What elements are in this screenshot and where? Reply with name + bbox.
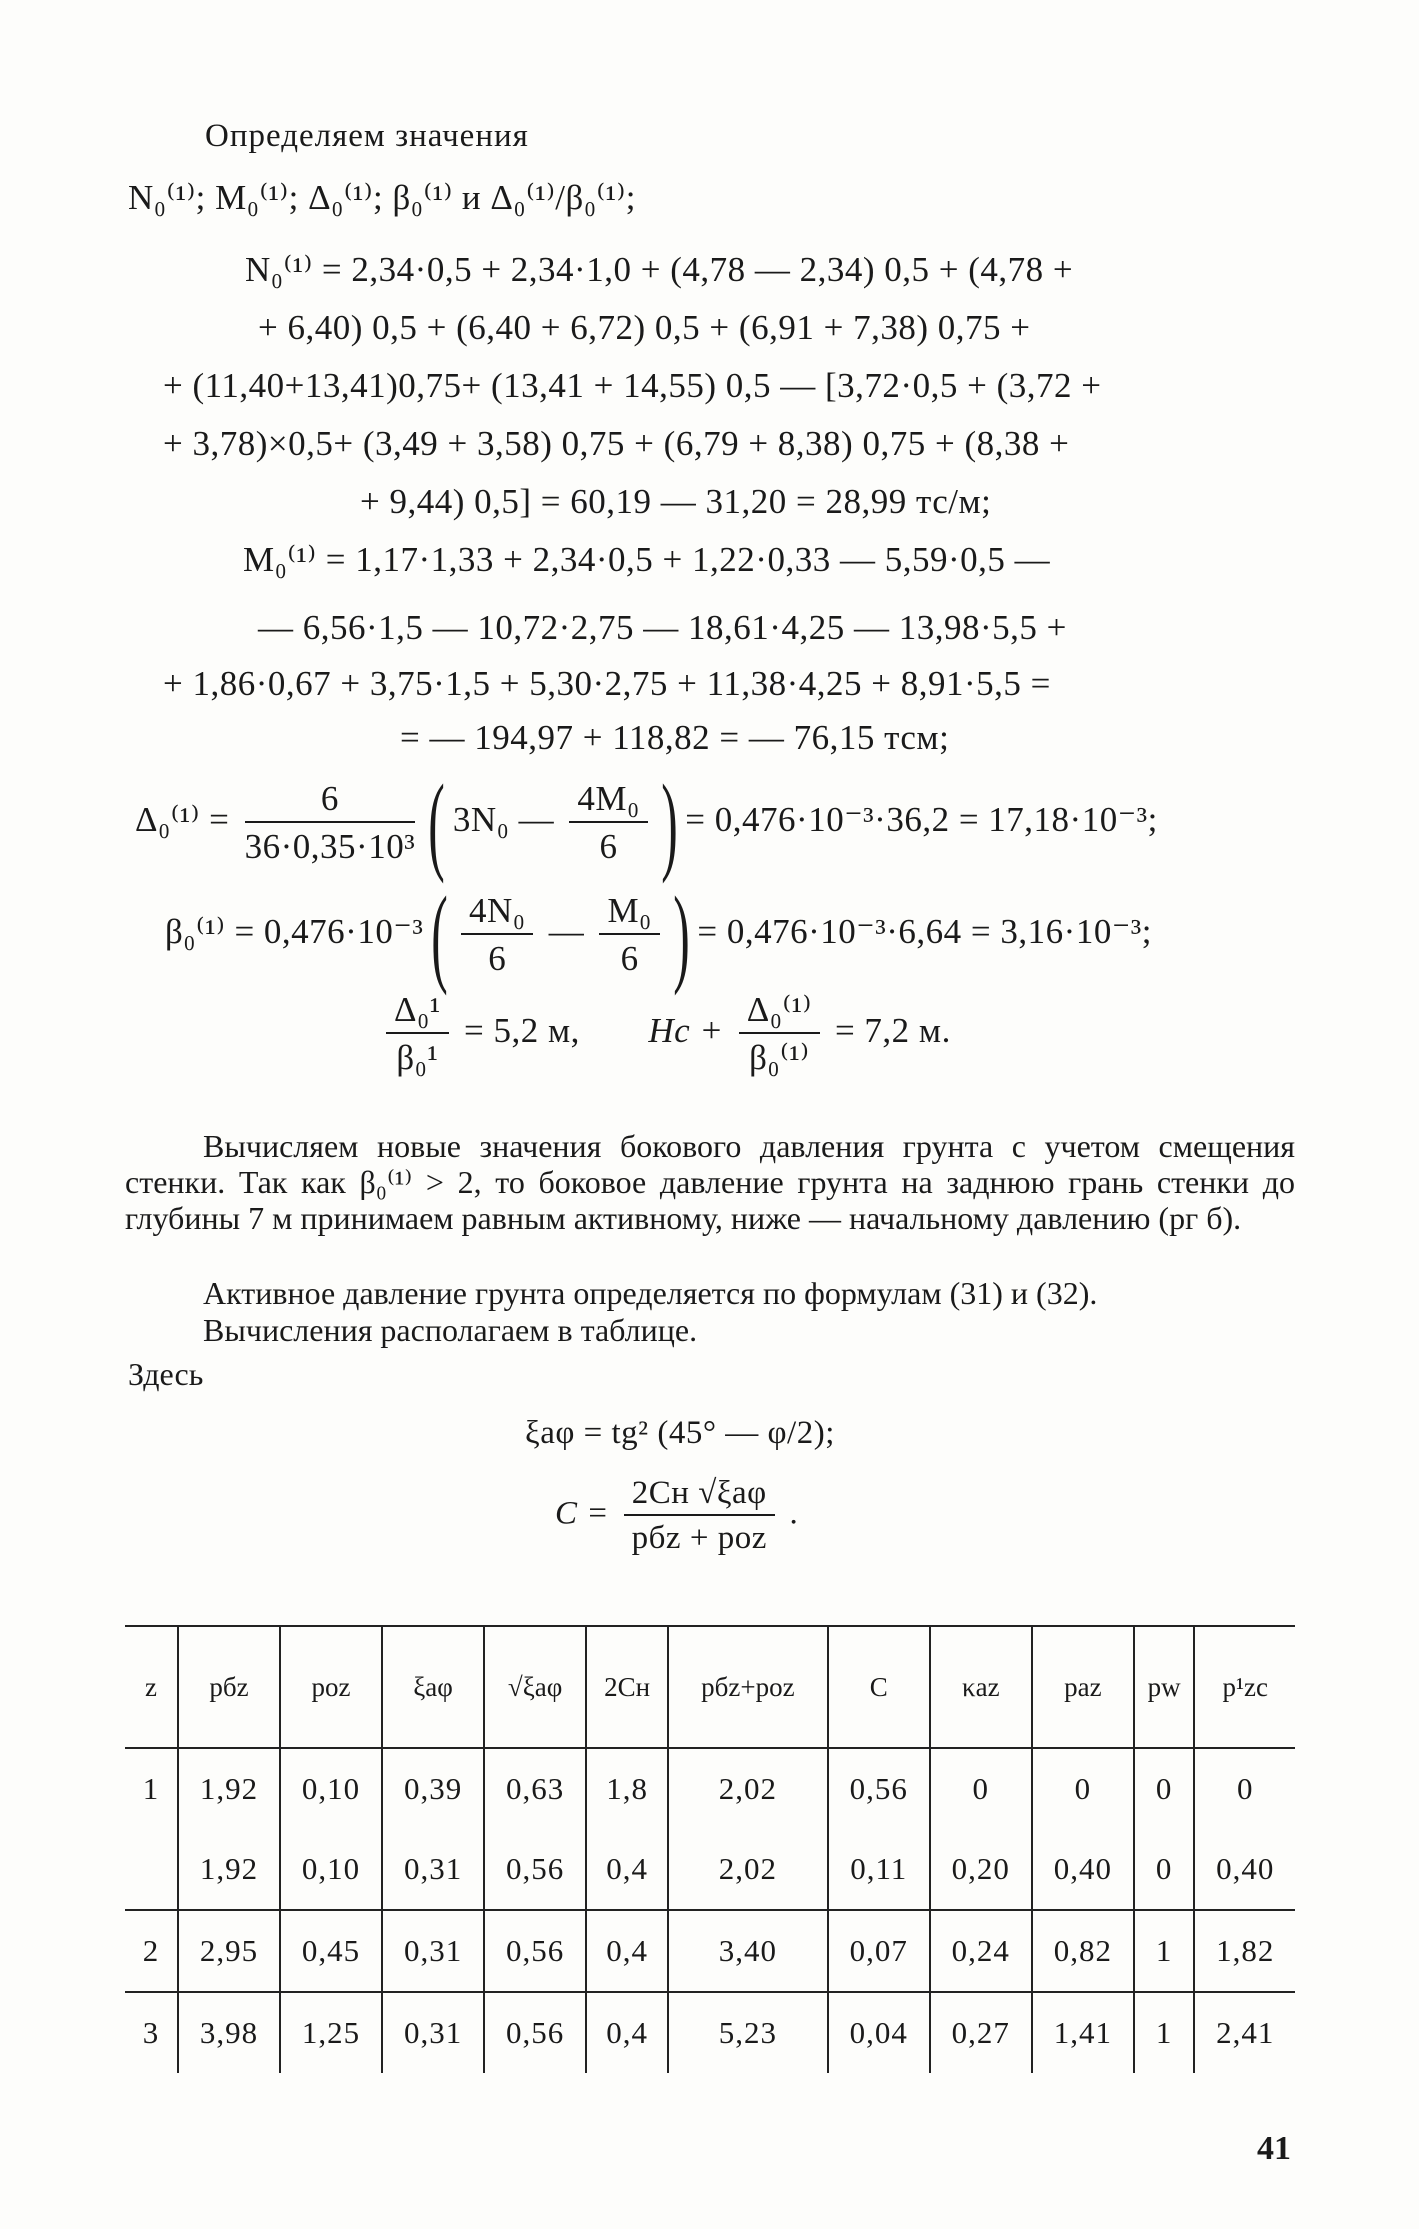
eq-c-fraction: $\frac{\text{2Cн √ξaφ}}{\text{pбz + poz}}$ [624, 1475, 775, 1557]
table-cell: 1,25 [280, 1992, 382, 2073]
eq-c: C = $\frac{\text{2Cн √ξaφ}}{\text{pбz + poz}}$ . [555, 1475, 799, 1556]
table-cell-z: 1 [142, 1771, 160, 1806]
table-row [125, 1992, 1295, 2073]
table-cell: 0,10 [280, 1829, 382, 1910]
table-row [125, 1748, 1295, 1829]
table-cell: 2,02 [668, 1829, 828, 1910]
table-cell: 0,56 [484, 1992, 586, 2073]
table-cell: 1,82 [1194, 1910, 1295, 1992]
table-cell: 2,02 [668, 1748, 828, 1829]
table-cell: 0,11 [828, 1829, 930, 1910]
table-cell: 3,40 [668, 1910, 828, 1992]
table-cell: 1,92 [178, 1748, 280, 1829]
eq-delta-inner: 3N₀ — [452, 800, 555, 840]
table-cell: 0,4 [586, 1829, 668, 1910]
table-header-row [125, 1626, 1295, 1748]
eq-beta-rhs: = 0,476·10⁻³·6,64 = 3,16·10⁻³; [697, 912, 1153, 952]
table-cell: 0,39 [382, 1748, 484, 1829]
eq-ratio-1-fraction: $\frac{\text{Δ₀¹}}{\text{β₀¹}}$ [386, 990, 449, 1078]
table-cell: 5,23 [668, 1992, 828, 2073]
table-cell: 1 [1134, 1992, 1195, 2073]
eq-quantities-list: N₀⁽¹⁾; M₀⁽¹⁾; Δ₀⁽¹⁾; β₀⁽¹⁾ и Δ₀⁽¹⁾/β₀⁽¹⁾; [128, 178, 636, 217]
pressure-table [125, 1625, 1295, 2073]
table-header: pw [1134, 1626, 1195, 1748]
table-cell: 0,4 [586, 1910, 668, 1992]
table-cell: 1 [1134, 1910, 1195, 1992]
table-row [125, 1829, 1295, 1910]
table-cell: 0,56 [484, 1910, 586, 1992]
table-header: paz [1032, 1626, 1134, 1748]
paragraph-here: Здесь [128, 1356, 204, 1392]
table-header: pбz [178, 1626, 280, 1748]
table-cell: 0,63 [484, 1748, 586, 1829]
eq-m-line-3: + 1,86·0,67 + 3,75·1,5 + 5,30·2,75 + 11,38·4,25 + 8,91·5,5 = [163, 664, 1051, 703]
table-header: √ξaφ [484, 1626, 586, 1748]
table-cell: 2,95 [178, 1910, 280, 1992]
eq-beta-fraction-1: $\frac{\text{4N₀}}{6}$ [461, 891, 533, 979]
eq-m-line-1 [243, 540, 1050, 580]
eq-n-line-3: + (11,40+13,41)0,75+ (13,41 + 14,55) 0,5 — [3,72·0,5 + (3,72 + [163, 366, 1102, 405]
table-cell: 0,07 [828, 1910, 930, 1992]
table-cell: 0,10 [280, 1748, 382, 1829]
table-cell: 0,24 [930, 1910, 1032, 1992]
table-cell: 0,31 [382, 1992, 484, 2073]
paragraph-table-note: Вычисления располагаем в таблице. [203, 1312, 698, 1348]
table-cell: 0 [1194, 1748, 1295, 1829]
table-cell: 0 [1134, 1829, 1195, 1910]
table-cell: 2,41 [1194, 1992, 1295, 2073]
eq-n-lhs: N₀⁽¹⁾ [245, 250, 313, 289]
eq-delta-rhs: = 0,476·10⁻³·36,2 = 17,18·10⁻³; [685, 800, 1158, 840]
table-cell: 1,8 [586, 1748, 668, 1829]
table-cell: 0,4 [586, 1992, 668, 2073]
eq-m-line-4: = — 194,97 + 118,82 = — 76,15 тсм; [400, 718, 950, 757]
table-cell-z: 3 [125, 1992, 178, 2073]
eq-m-l1: = 1,17·1,33 + 2,34·0,5 + 1,22·0,33 — 5,59·0,5 — [316, 540, 1051, 579]
eq-n-line-1 [245, 250, 1073, 290]
table-header: z [125, 1626, 178, 1748]
eq-n-line-2: + 6,40) 0,5 + (6,40 + 6,72) 0,5 + (6,91 + 7,38) 0,75 + [258, 308, 1031, 347]
eq-delta-fraction [245, 779, 416, 867]
eq-delta-inner-fraction: $\frac{\text{4M₀}}{6}$ [569, 779, 647, 867]
page-number: 41 [1257, 2130, 1291, 2167]
table-cell: 3,98 [178, 1992, 280, 2073]
table-header: 2Cн [586, 1626, 668, 1748]
table-cell: 1,92 [178, 1829, 280, 1910]
eq-n-line-4: + 3,78)×0,5+ (3,49 + 3,58) 0,75 + (6,79 + 8,38) 0,75 + (8,38 + [163, 424, 1070, 463]
table-cell: 0 [930, 1748, 1032, 1829]
eq-beta-fraction-2: $\frac{\text{M₀}}{6}$ [599, 891, 659, 979]
table-header: κaz [930, 1626, 1032, 1748]
table-cell: 0 [1032, 1748, 1134, 1829]
table-cell: 0,56 [828, 1748, 930, 1829]
table-header: ξaφ [382, 1626, 484, 1748]
eq-n-l1: = 2,34·0,5 + 2,34·1,0 + (4,78 — 2,34) 0,5 + (4,78 + [312, 250, 1074, 289]
table-cell: 0 [1134, 1748, 1195, 1829]
table-cell: 0,27 [930, 1992, 1032, 2073]
table-header: C [828, 1626, 930, 1748]
table-header: pбz+poz [668, 1626, 828, 1748]
eq-ratios: $\frac{\text{Δ₀¹}}{\text{β₀¹}}$ = 5,2 м, Hс + $\frac{\text{Δ₀⁽¹⁾}}{\text{β₀⁽¹⁾}}$ = 7,2 м. [380, 990, 951, 1078]
table-cell-z [125, 1829, 178, 1910]
eq-beta: β₀⁽¹⁾ = 0,476·10⁻³ ( $\frac{\text{4N₀}}{6}$ — $\frac{\text{M₀}}{6}$ ) = 0,476·10⁻³·6,64 = 3,16·10⁻³; [165, 874, 1153, 996]
eq-delta-num: 6 [245, 779, 416, 823]
eq-xi: ξaφ = tg² (45° — φ/2); [525, 1415, 835, 1451]
eq-beta-lhs: β₀⁽¹⁾ = 0,476·10⁻³ [165, 912, 424, 952]
intro-text: Определяем значения [205, 118, 529, 154]
table-cell: 0,40 [1032, 1829, 1134, 1910]
paragraph-side-pressure: Вычисляем новые значения бокового давления грунта с учетом смещения стенки. Так как β₀⁽¹⁾ > 2, то боковое давление грунта на заднюю грань стенки до глубины 7 м принимаем равным активному, ниже — начальному давлению (pг б). [125, 1128, 1295, 1236]
table-cell: 0,40 [1194, 1829, 1295, 1910]
table-cell: 0,31 [382, 1829, 484, 1910]
table-header: poz [280, 1626, 382, 1748]
table-cell: 0,31 [382, 1910, 484, 1992]
eq-n-line-5: + 9,44) 0,5] = 60,19 — 31,20 = 28,99 тс/м; [360, 482, 992, 521]
table-header: p¹zc [1194, 1626, 1295, 1748]
eq-delta-lhs: Δ₀⁽¹⁾ = [135, 800, 230, 840]
table-cell: 0,20 [930, 1829, 1032, 1910]
table-cell: 0,82 [1032, 1910, 1134, 1992]
eq-delta: Δ₀⁽¹⁾ = $\frac{6}{\text{36·0,35·10³}}$ ( 3N₀ — $\frac{\text{4M₀}}{6}$ ) = 0,476·10⁻³·36,2 = 17,18·10⁻³; [135, 762, 1158, 884]
eq-ratio-2-fraction: $\frac{\text{Δ₀⁽¹⁾}}{\text{β₀⁽¹⁾}}$ [739, 990, 820, 1078]
table-cell: 0,56 [484, 1829, 586, 1910]
eq-m-lhs: M₀⁽¹⁾ [243, 540, 317, 579]
table-cell-z: 2 [125, 1910, 178, 1992]
eq-m-line-2: — 6,56·1,5 — 10,72·2,75 — 18,61·4,25 — 13,98·5,5 + [258, 608, 1067, 647]
table-cell: 0,04 [828, 1992, 930, 2073]
table-cell: 0,45 [280, 1910, 382, 1992]
table-row [125, 1910, 1295, 1992]
paragraph-active-pressure: Активное давление грунта определяется по формулам (31) и (32). [203, 1275, 1098, 1311]
eq-delta-den: 36·0,35·10³ [244, 827, 416, 866]
table-cell: 1,41 [1032, 1992, 1134, 2073]
